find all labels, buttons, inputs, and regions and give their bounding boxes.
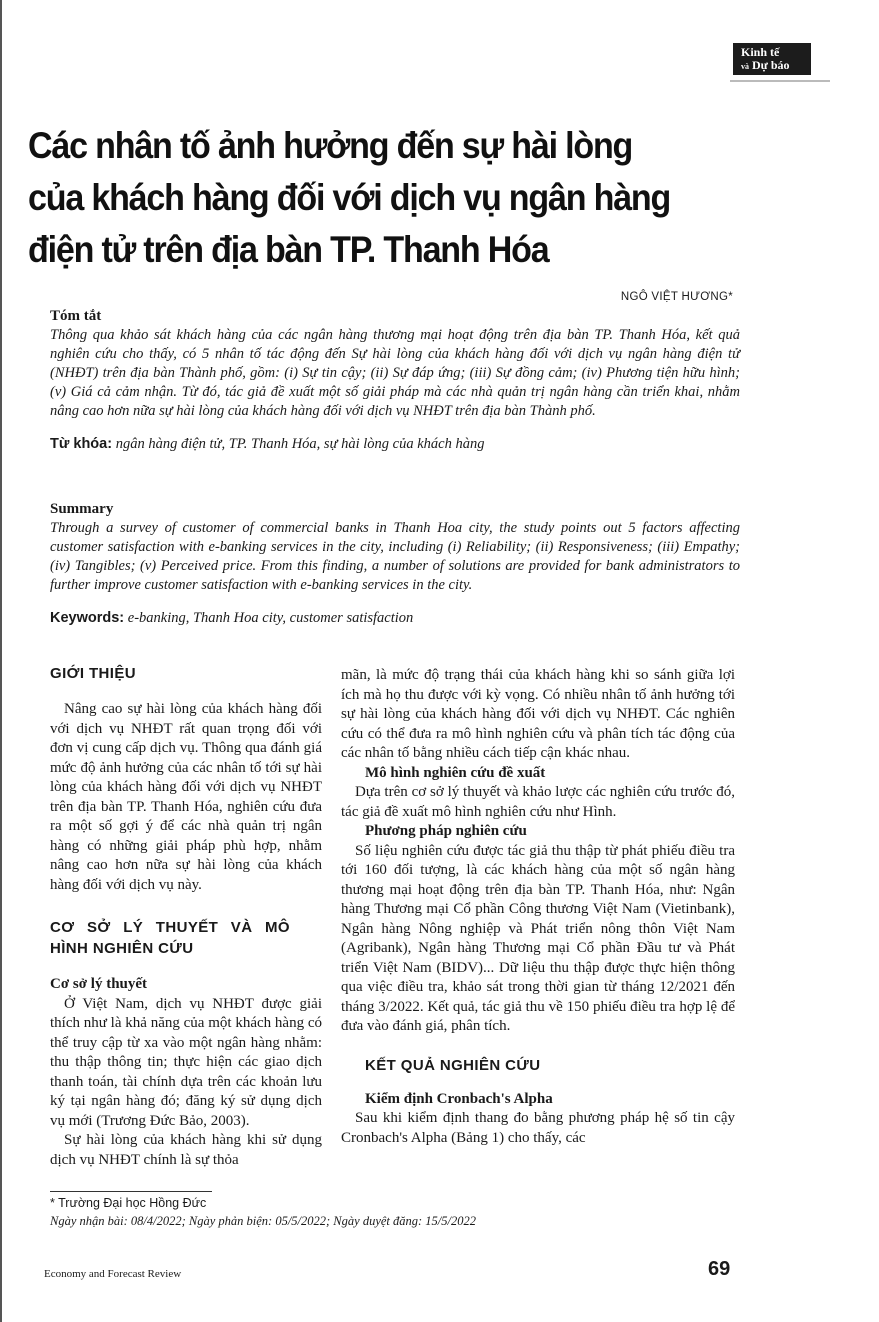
keywords-vi-text: ngân hàng điện tử, TP. Thanh Hóa, sự hài lòng của khách hàng [115,436,485,452]
left-column [50,663,322,1170]
footnote-affiliation: * Trường Đại học Hồng Đức [50,1196,207,1210]
logo-main: Dự báo [752,58,790,72]
keywords-en [50,609,740,628]
author: NGÔ VIỆT HƯƠNG* [620,291,733,303]
subheading-method: Phương pháp nghiên cứu [365,823,527,839]
subheading-model: Mô hình nghiên cứu đề xuất [365,764,546,781]
subheading-cronbach: Kiểm định Cronbach's Alpha [365,1090,553,1107]
keywords-en-text: e-banking, Thanh Hoa city, customer satisfaction [127,610,414,626]
section-heading-results: KẾT QUẢ NGHIÊN CỨU [365,1056,541,1074]
scan-edge [0,0,2,1322]
logo-rule [730,80,830,82]
abstract-en [50,500,740,628]
abstract-en-text: Through a survey of customer of commercial banks in Thanh Hoa city, the study points out 5 factors affecting customer satisfaction with e-banking services in the city, including (i) Reliability; (ii) Responsiveness; (iii) Empathy; (iv) Tangibles; (v) Perceived price. From this finding, a number of solutions are provided for bank administrators to further improve customer satisfaction with e-banking services in the city. [50,520,740,593]
keywords-en-label: Keywords: [50,610,125,626]
method-paragraph: Số liệu nghiên cứu được tác giả thu thập từ phát phiếu điều tra tới 160 đối tượng, là các khách hàng của một số ngân hàng thương mại hoạt động trên địa bàn TP. Thanh Hóa, như: Ngân hàng Thương mại Cổ phần Công thương Việt Nam (Vietinbank), Ngân hàng Nông nghiệp và Phát triển nông thôn Việt Nam (Agribank), Ngân hàng Thương mại Cổ phần Đầu tư và Phát triển Việt Nam (BIDV)... Dữ liệu thu thập được thực hiện thông qua việc điều tra, khảo sát trong thời gian từ tháng 12/2021 đến tháng 3/2022. Kết quả, tác giả thu về 150 phiếu điều tra hợp lệ để đưa vào đánh giá, phân tích. [341,842,735,1034]
abstract-vi [50,307,740,454]
logo-text-1: Kinh tế [741,45,780,59]
subheading-theory: Cơ sở lý thuyết [50,976,148,992]
model-paragraph: Dựa trên cơ sở lý thuyết và khảo lược các nghiên cứu trước đó, tác giả đề xuất mô hình nghiên cứu như Hình. [341,784,735,820]
page-number: 69 [708,1258,731,1280]
satisfaction-paragraph: mãn, là mức độ trạng thái của khách hàng khi so sánh giữa lợi ích mà họ thu được với kỳ vọng. Có nhiều nhân tố ảnh hưởng tới sự hài lòng của khách hàng đối với dịch vụ NHĐT. Các nghiên cứu có thể đưa ra mô hình nghiên cứu và phân tích tác động của các nhân tố bằng nhiều cách tiếp cận khác nhau. [341,667,735,761]
keywords-vi-label: Từ khóa: [50,436,113,452]
logo-text-2 [741,59,811,73]
logo-small: và [741,62,749,71]
article-title: Các nhân tố ảnh hưởng đến sự hài lòng của khách hàng đối với dịch vụ ngân hàng điện tử trên địa bàn TP. Thanh Hóa [28,125,671,270]
abstract-en-heading: Summary [50,501,114,517]
right-column [341,666,735,1148]
footnote-dates: Ngày nhận bài: 08/4/2022; Ngày phản biện: 05/5/2022; Ngày duyệt đăng: 15/5/2022 [50,1214,476,1228]
theory-paragraph-1: Ở Việt Nam, dịch vụ NHĐT được giải thích như là khả năng của một khách hàng có thể truy cập từ xa vào một ngân hàng nhằm: thu thập thông tin; thực hiện các giao dịch thanh toán, tài chính dựa trên các khoản lưu ký tại ngân hàng đó; đăng ký sử dụng dịch vụ mới (Trương Đức Bảo, 2003). [50,995,322,1129]
keywords-vi [50,435,740,454]
section-heading-intro: GIỚI THIỆU [50,665,136,682]
abstract-vi-text: Thông qua khảo sát khách hàng của các ngân hàng thương mại hoạt động trên địa bàn TP. Thanh Hóa, kết quả nghiên cứu cho thấy, có 5 nhân tố tác động đến Sự hài lòng của khách hàng đối với dịch vụ ngân hàng điện tử (NHĐT) trên địa bàn Thành phố, gồm: (i) Sự tin cậy; (ii) Sự đáp ứng; (iii) Sự đồng cảm; (iv) Phương tiện hữu hình; (v) Giá cả cảm nhận. Từ đó, tác giả đề xuất một số giải pháp mà các nhà quản trị ngân hàng cần triển khai, nhằm nâng cao hơn nữa sự hài lòng của khách hàng đối với dịch vụ NHĐT trên địa bàn Thành phố. [50,327,740,419]
journal-name: Economy and Forecast Review [44,1268,182,1280]
theory-paragraph-2: Sự hài lòng của khách hàng khi sử dụng dịch vụ NHĐT chính là sự thỏa [50,1132,322,1168]
cronbach-paragraph: Sau khi kiểm định thang đo bằng phương pháp hệ số tin cậy Cronbach's Alpha (Bảng 1) cho thấy, các [341,1110,735,1146]
footnote-rule [50,1191,212,1192]
section-heading-theory: CƠ SỞ LÝ THUYẾT VÀ MÔ HÌNH NGHIÊN CỨU [50,919,290,957]
intro-paragraph: Nâng cao sự hài lòng của khách hàng đối với dịch vụ NHĐT rất quan trọng đối với đơn vị cung cấp dịch vụ. Thông qua đánh giá mức độ ảnh hưởng của các nhân tố tới sự hài lòng của khách hàng đối với dịch vụ NHĐT trên địa bàn TP. Thanh Hóa, nghiên cứu đưa ra một số gợi ý để các nhà quản trị ngân hàng có những giải pháp phù hợp, nhằm nâng cao hơn nữa sự hài lòng của khách hàng đối với dịch vụ này. [50,701,322,893]
abstract-vi-heading: Tóm tắt [50,308,102,324]
journal-logo [733,43,811,75]
